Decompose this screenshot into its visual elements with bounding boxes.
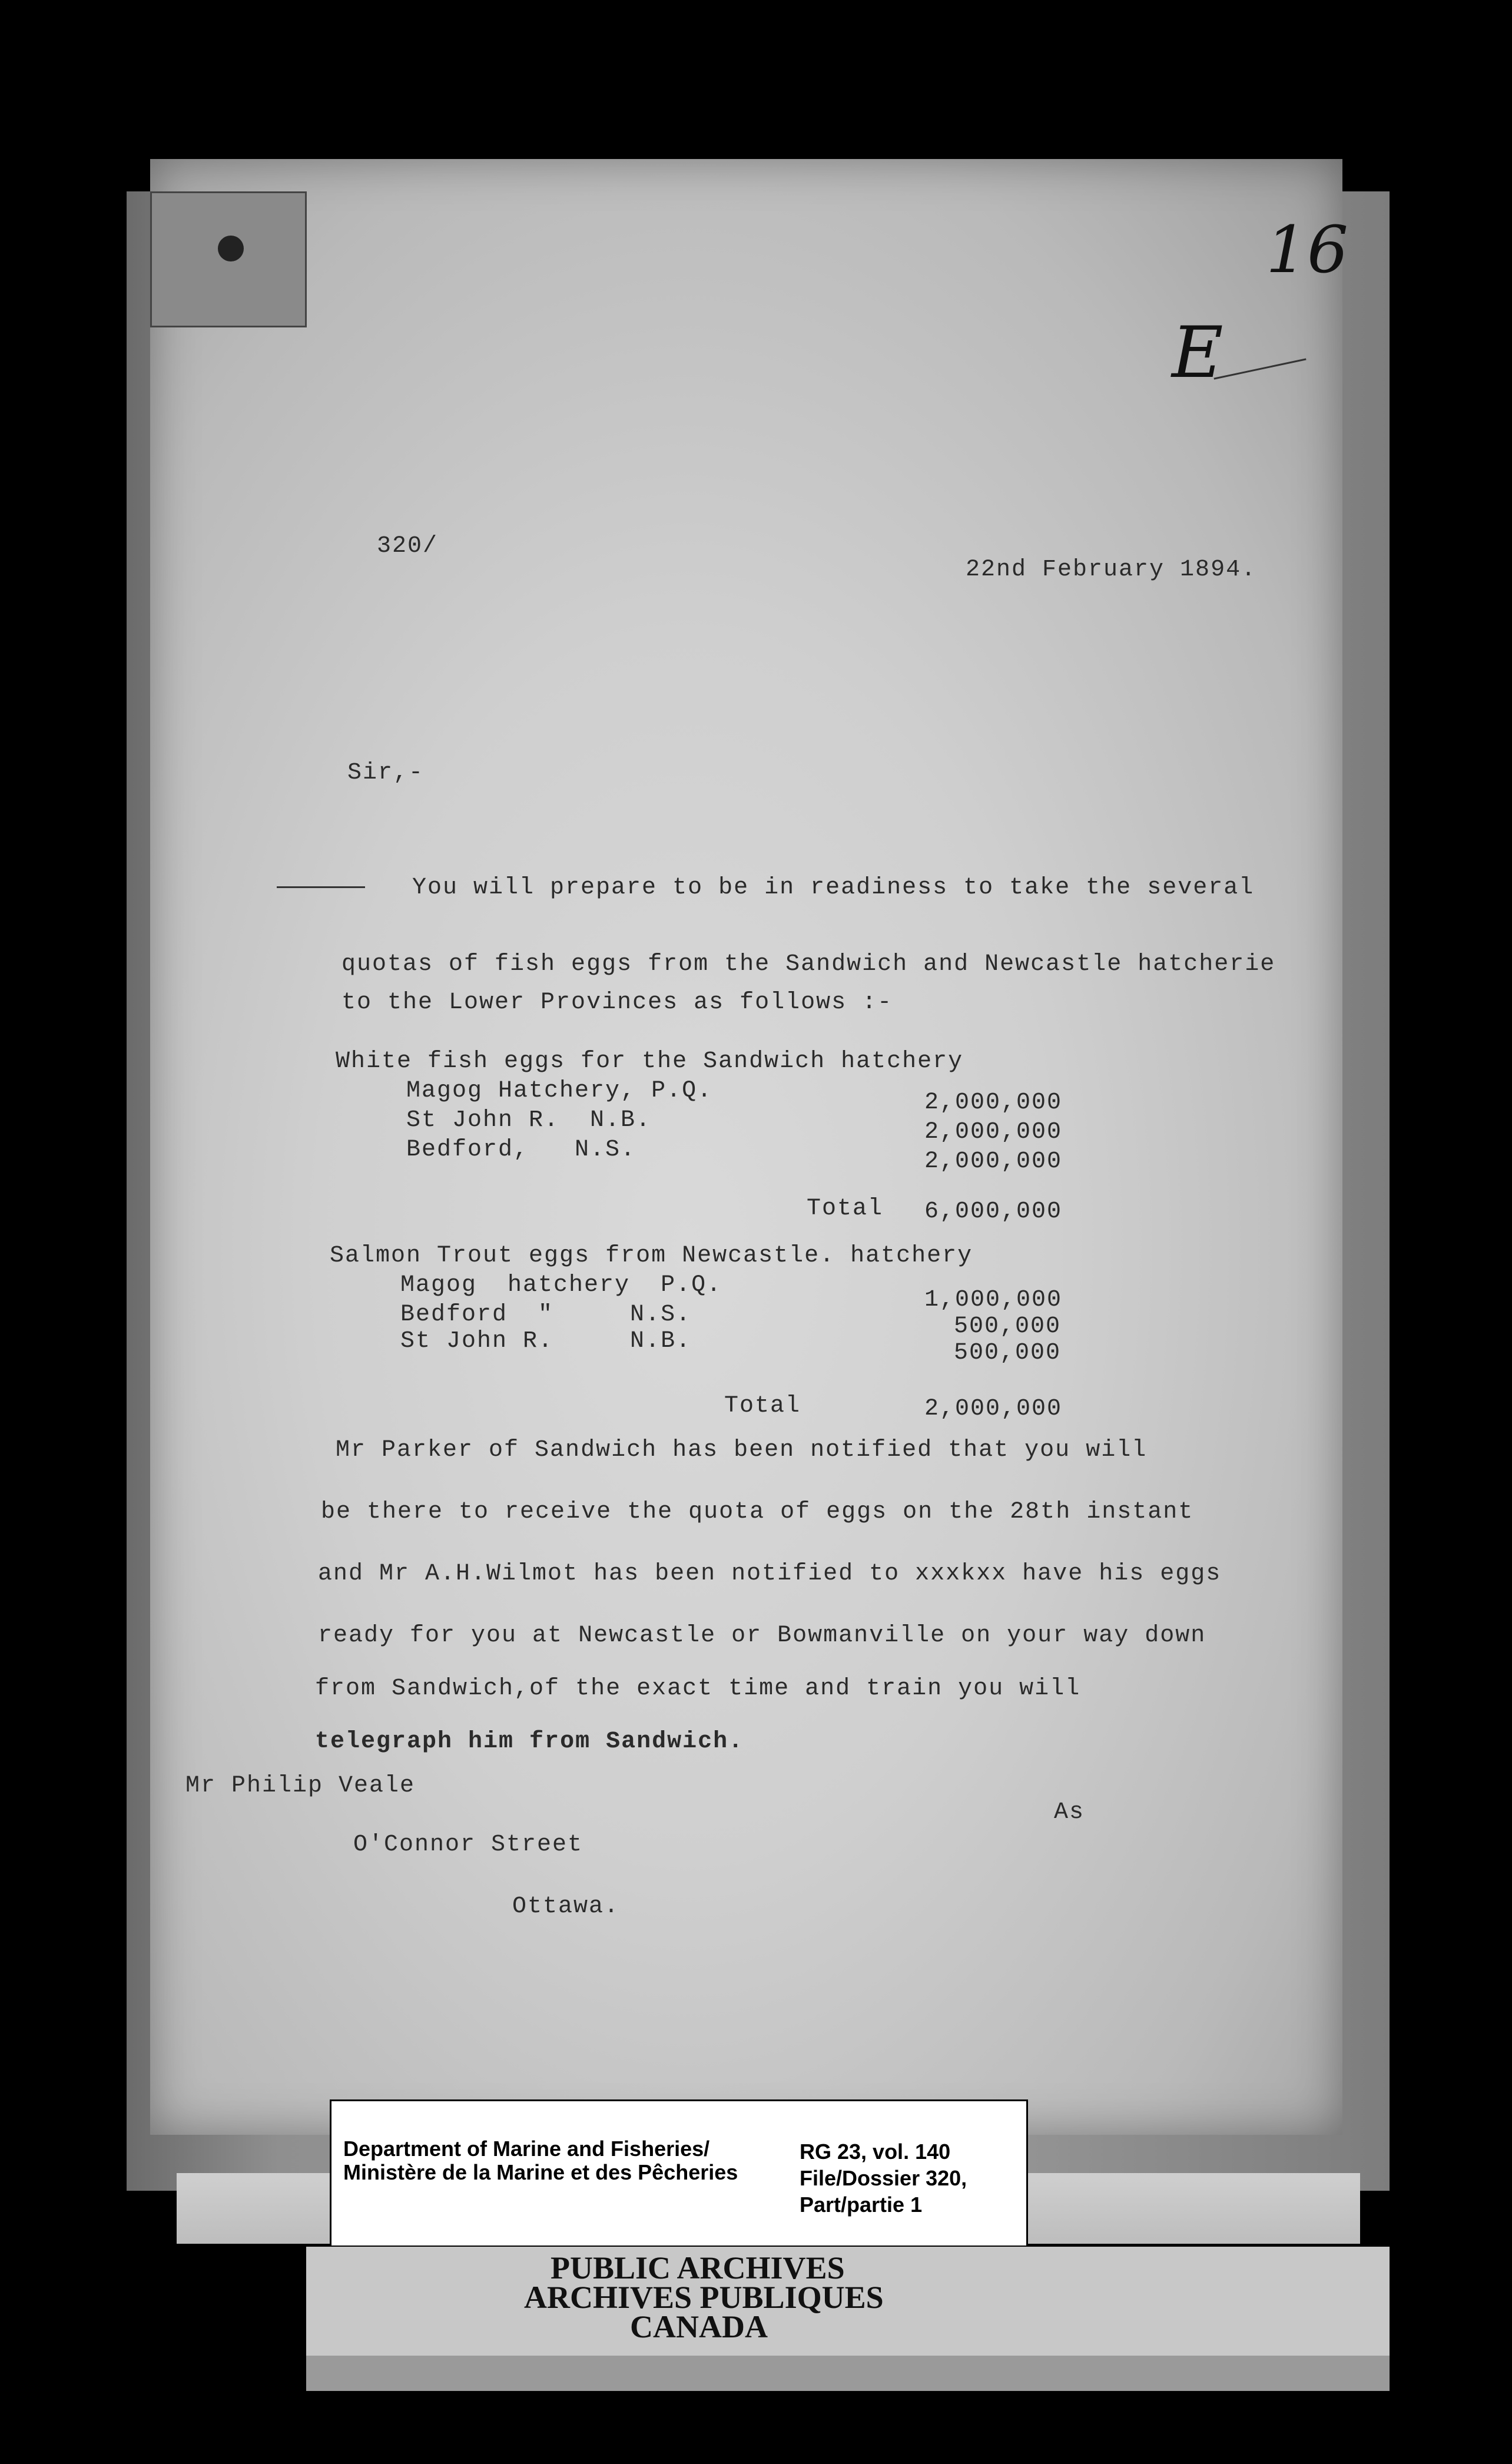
stamp-line-1: PUBLIC ARCHIVES bbox=[551, 2250, 845, 2286]
whitefish-place-2: St John R. N.B. bbox=[406, 1107, 652, 1134]
salmon-qty-1: 1,000,000 bbox=[924, 1287, 1063, 1313]
whitefish-total-value: 6,000,000 bbox=[924, 1198, 1063, 1225]
salmon-place-3: St John R. N.B. bbox=[400, 1328, 692, 1354]
dept-line-1: Department of Marine and Fisheries/ bbox=[343, 2137, 710, 2161]
handwritten-mark: E bbox=[1172, 312, 1223, 394]
stamp-line-2: ARCHIVES PUBLIQUES bbox=[524, 2280, 884, 2315]
recipient-city: Ottawa. bbox=[512, 1893, 620, 1920]
salmon-place-1: Magog hatchery P.Q. bbox=[400, 1272, 722, 1299]
closing-line-1: Mr Parker of Sandwich has been notified that you will bbox=[336, 1437, 1148, 1463]
whitefish-heading: White fish eggs for the Sandwich hatchery bbox=[336, 1048, 964, 1075]
punch-hole bbox=[218, 236, 244, 261]
stamp-line-3: CANADA bbox=[630, 2309, 768, 2344]
letter-page bbox=[150, 159, 1342, 2135]
closing-line-2: be there to receive the quota of eggs on the 28th instant bbox=[321, 1499, 1194, 1525]
folio-number: 16 bbox=[1266, 212, 1348, 287]
salmon-heading: Salmon Trout eggs from Newcastle. hatchery bbox=[330, 1243, 973, 1269]
salmon-place-2: Bedford " N.S. bbox=[400, 1301, 692, 1328]
paragraph-line-2: quotas of fish eggs from the Sandwich and Newcastle hatcherie bbox=[341, 951, 1276, 978]
recipient-name: Mr Philip Veale bbox=[185, 1773, 416, 1799]
dept-line-2: Ministère de la Marine et des Pêcheries bbox=[343, 2160, 738, 2184]
whitefish-place-1: Magog Hatchery, P.Q. bbox=[406, 1078, 713, 1104]
signoff: As bbox=[1054, 1799, 1085, 1826]
closing-line-5: from Sandwich,of the exact time and train you will bbox=[315, 1675, 1081, 1702]
closing-line-3: and Mr A.H.Wilmot has been notified to xxxkxx have his eggs bbox=[318, 1561, 1222, 1587]
whitefish-total-label: Total bbox=[807, 1195, 884, 1222]
paragraph-line-3: to the Lower Provinces as follows :- bbox=[341, 989, 893, 1016]
film-bottom-strip bbox=[306, 2356, 1390, 2391]
paragraph-line-1: You will prepare to be in readiness to take the several bbox=[412, 875, 1255, 901]
archive-reference-label bbox=[330, 2099, 1028, 2247]
whitefish-place-3: Bedford, N.S. bbox=[406, 1137, 636, 1163]
salmon-qty-2: 500,000 bbox=[954, 1313, 1062, 1340]
salmon-qty-3: 500,000 bbox=[954, 1340, 1062, 1366]
closing-line-4: ready for you at Newcastle or Bowmanville on your way down bbox=[318, 1622, 1206, 1649]
salmon-total-value: 2,000,000 bbox=[924, 1396, 1063, 1422]
ref-line-3: Part/partie 1 bbox=[800, 2193, 923, 2217]
recipient-street: O'Connor Street bbox=[353, 1832, 583, 1858]
salutation: Sir,- bbox=[347, 760, 425, 786]
file-number: 320/ bbox=[377, 533, 439, 559]
whitefish-qty-3: 2,000,000 bbox=[924, 1148, 1063, 1175]
ref-line-1: RG 23, vol. 140 bbox=[800, 2140, 951, 2164]
letter-date: 22nd February 1894. bbox=[966, 557, 1257, 583]
ref-line-2: File/Dossier 320, bbox=[800, 2166, 967, 2190]
closing-line-6: telegraph him from Sandwich. bbox=[315, 1728, 744, 1755]
whitefish-qty-1: 2,000,000 bbox=[924, 1089, 1063, 1116]
whitefish-qty-2: 2,000,000 bbox=[924, 1119, 1063, 1145]
indent-rule bbox=[277, 886, 365, 888]
salmon-total-label: Total bbox=[724, 1393, 801, 1419]
